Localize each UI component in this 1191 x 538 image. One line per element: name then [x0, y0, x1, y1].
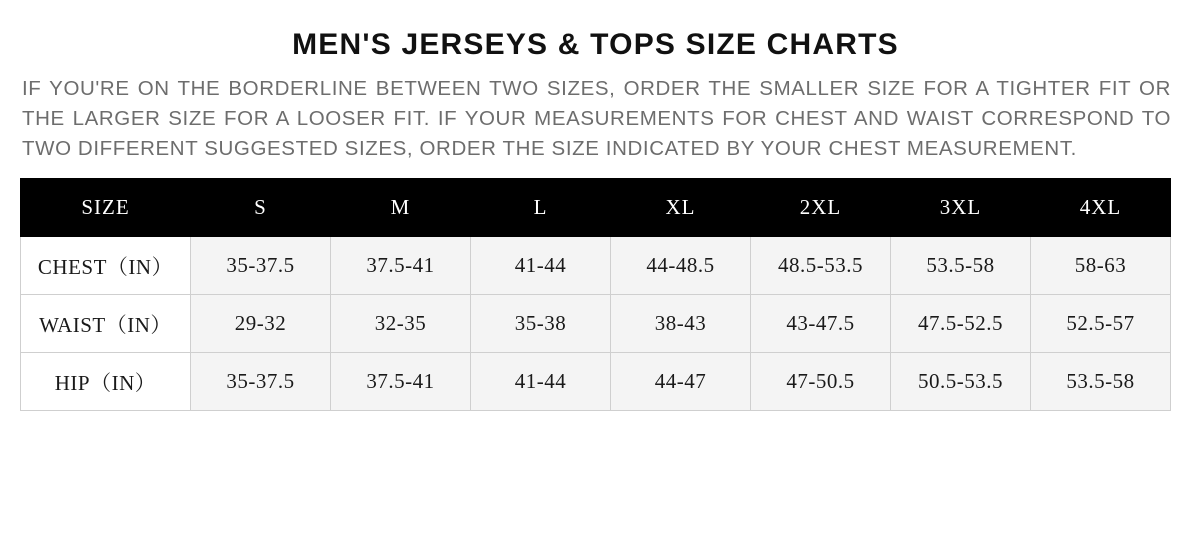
- cell-chest-l: 41-44: [471, 237, 611, 295]
- column-header-l: L: [471, 179, 611, 237]
- cell-chest-2xl: 48.5-53.5: [751, 237, 891, 295]
- cell-chest-4xl: 58-63: [1031, 237, 1171, 295]
- cell-waist-l: 35-38: [471, 295, 611, 353]
- table-header-row: [21, 179, 1171, 237]
- table-header: [21, 179, 1171, 237]
- cell-chest-xl: 44-48.5: [611, 237, 751, 295]
- column-header-2xl: 2XL: [751, 179, 891, 237]
- cell-hip-2xl: 47-50.5: [751, 353, 891, 411]
- column-header-3xl: 3XL: [891, 179, 1031, 237]
- cell-waist-s: 29-32: [191, 295, 331, 353]
- column-header-s: S: [191, 179, 331, 237]
- cell-waist-2xl: 43-47.5: [751, 295, 891, 353]
- cell-waist-4xl: 52.5-57: [1031, 295, 1171, 353]
- cell-hip-3xl: 50.5-53.5: [891, 353, 1031, 411]
- row-label-chest: CHEST（IN）: [21, 237, 191, 295]
- column-header-m: M: [331, 179, 471, 237]
- table-row: [21, 237, 1171, 295]
- column-header-xl: XL: [611, 179, 751, 237]
- cell-waist-m: 32-35: [331, 295, 471, 353]
- cell-hip-m: 37.5-41: [331, 353, 471, 411]
- cell-hip-xl: 44-47: [611, 353, 751, 411]
- row-label-hip: HIP（IN）: [21, 353, 191, 411]
- cell-waist-xl: 38-43: [611, 295, 751, 353]
- table-body: [21, 237, 1171, 411]
- cell-waist-3xl: 47.5-52.5: [891, 295, 1031, 353]
- intro-paragraph: IF YOU'RE ON THE BORDERLINE BETWEEN TWO SIZES, ORDER THE SMALLER SIZE FOR A TIGHTER FIT OR THE LARGER SIZE FOR A LOOSER FIT. IF YOUR MEASUREMENTS FOR CHEST AND WAIST CORRESPOND TO TWO DIFFERENT SUGGESTED SIZES, ORDER THE SIZE INDICATED BY YOUR CHEST MEASUREMENT.: [22, 77, 1171, 161]
- cell-chest-3xl: 53.5-58: [891, 237, 1031, 295]
- column-header-4xl: 4XL: [1031, 179, 1171, 237]
- table-row: [21, 295, 1171, 353]
- cell-chest-s: 35-37.5: [191, 237, 331, 295]
- cell-hip-s: 35-37.5: [191, 353, 331, 411]
- column-header-size: SIZE: [21, 179, 191, 237]
- row-label-waist: WAIST（IN）: [21, 295, 191, 353]
- size-chart-table: [20, 178, 1171, 411]
- table-row: [21, 353, 1171, 411]
- cell-chest-m: 37.5-41: [331, 237, 471, 295]
- cell-hip-l: 41-44: [471, 353, 611, 411]
- size-chart-page: [0, 28, 1191, 538]
- page-title: MEN'S JERSEYS & TOPS SIZE CHARTS: [292, 28, 899, 61]
- cell-hip-4xl: 53.5-58: [1031, 353, 1171, 411]
